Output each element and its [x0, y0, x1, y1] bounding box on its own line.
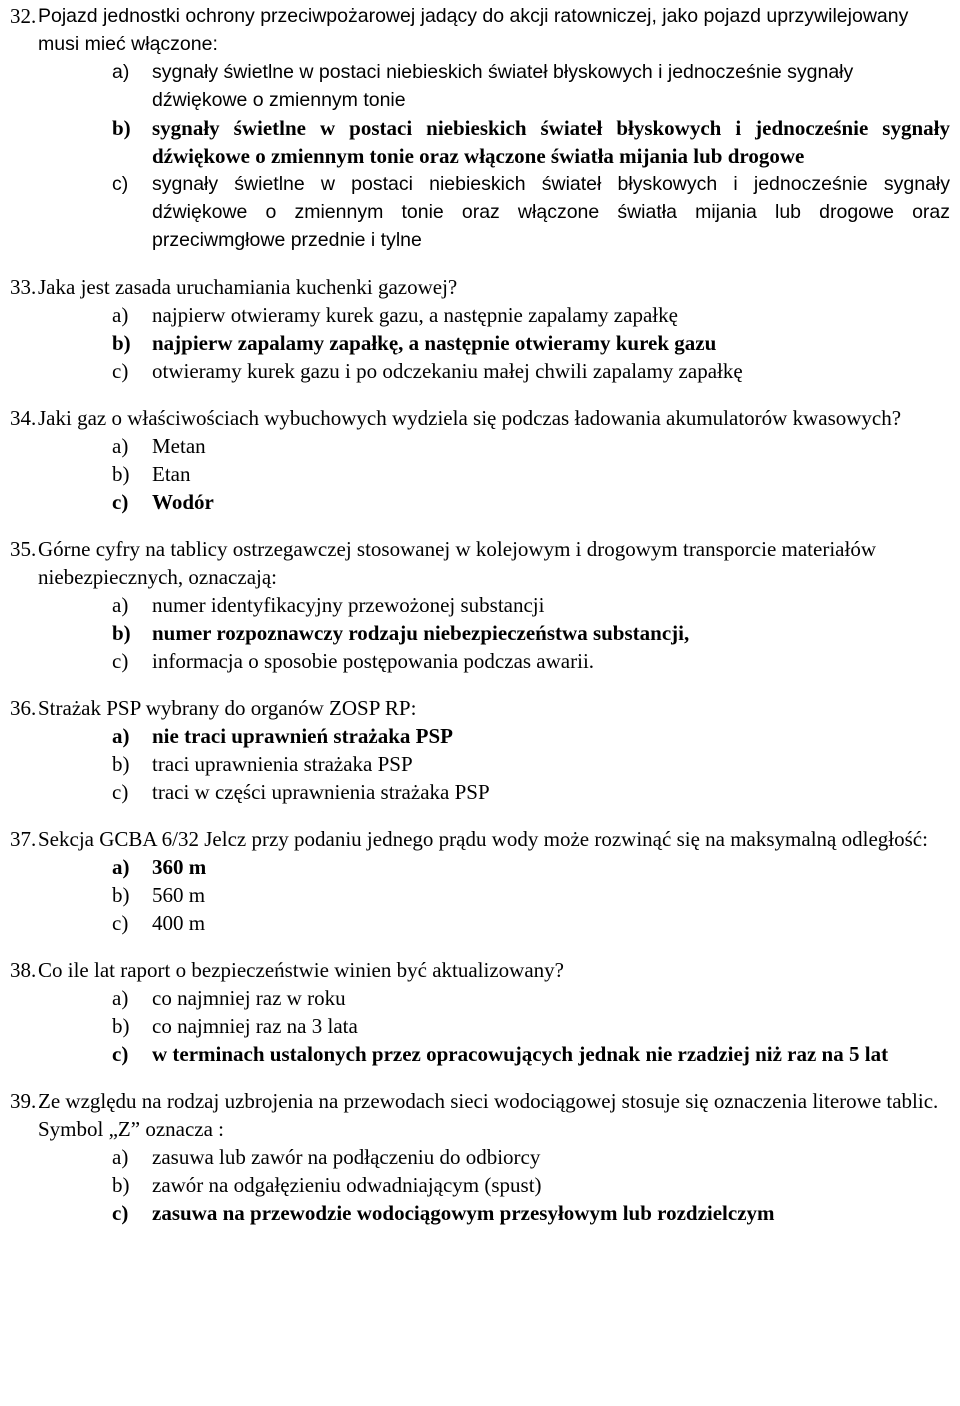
question-header: [10, 694, 954, 722]
answer-letter: a): [112, 593, 129, 617]
answer-c: [112, 909, 954, 937]
answer-a: [112, 1143, 954, 1171]
question-header: [10, 535, 954, 591]
question-39: [10, 1087, 954, 1227]
answer-a: [112, 301, 954, 329]
answer-a-correct: [112, 722, 954, 750]
question-text: Co ile lat raport o bezpieczeństwie winien być aktualizowany?: [38, 958, 564, 982]
question-38: [10, 956, 954, 1068]
question-number: 37.: [10, 827, 37, 851]
answer-letter: c): [112, 1201, 129, 1225]
answer-b: [112, 881, 954, 909]
question-header: [10, 273, 954, 301]
answer-text: 400 m: [152, 911, 206, 935]
answer-letter: b): [112, 621, 131, 645]
question-number: 33.: [10, 275, 37, 299]
question-number: 34.: [10, 406, 37, 430]
answer-list: [10, 301, 954, 385]
question-number: 36.: [10, 696, 37, 720]
answer-a: [112, 432, 954, 460]
answer-list: [10, 722, 954, 806]
question-33: [10, 273, 954, 385]
answer-a: [112, 58, 954, 114]
question-header: [10, 1087, 954, 1143]
answer-text: Wodór: [152, 490, 214, 514]
answer-text: najpierw otwieramy kurek gazu, a następnie zapalamy zapałkę: [152, 303, 678, 327]
answer-text: informacja o sposobie postępowania podczas awarii.: [152, 649, 595, 673]
answer-letter: a): [112, 61, 130, 83]
answer-text: zawór na odgałęzieniu odwadniającym (spust): [152, 1173, 542, 1197]
question-header: [10, 2, 954, 58]
answer-letter: c): [112, 1042, 129, 1066]
question-number: 39.: [10, 1089, 37, 1113]
answer-text: traci uprawnienia strażaka PSP: [152, 752, 413, 776]
answer-c-correct: [112, 1199, 954, 1227]
question-37: [10, 825, 954, 937]
answer-list: [10, 58, 954, 254]
question-text: Górne cyfry na tablicy ostrzegawczej stosowanej w kolejowym i drogowym transporcie materiałów niebezpiecznych, oznaczają:: [38, 537, 876, 589]
answer-b: [112, 460, 954, 488]
question-header: [10, 956, 954, 984]
answer-b: [112, 1171, 954, 1199]
answer-text: sygnały świetlne w postaci niebieskich świateł błyskowych i jednocześnie sygnały dźwiękowe o zmiennym tonie oraz włączone światła mijania lub drogowe oraz przeciwmgłowe przednie i tylne: [152, 173, 950, 251]
answer-text: sygnały świetlne w postaci niebieskich świateł błyskowych i jednocześnie sygnały dźwiękowe o zmiennym tonie: [152, 61, 854, 111]
answer-b-correct: [112, 114, 954, 170]
answer-c: [112, 357, 954, 385]
answer-list: [10, 853, 954, 937]
answer-text: zasuwa lub zawór na podłączeniu do odbiorcy: [152, 1145, 541, 1169]
answer-text: nie traci uprawnień strażaka PSP: [152, 724, 453, 748]
answer-letter: b): [112, 116, 131, 140]
answer-a: [112, 984, 954, 1012]
answer-text: Etan: [152, 462, 191, 486]
question-number: 38.: [10, 958, 37, 982]
answer-letter: c): [112, 911, 129, 935]
question-text: Ze względu na rodzaj uzbrojenia na przewodach sieci wodociągowej stosuje się oznaczenia literowe tablic. Symbol „Z” oznacza :: [38, 1089, 939, 1141]
question-text: Pojazd jednostki ochrony przeciwpożarowej jadący do akcji ratowniczej, jako pojazd uprzywilejowany musi mieć włączone:: [38, 5, 909, 55]
answer-c: [112, 778, 954, 806]
answer-letter: c): [112, 780, 129, 804]
answer-text: najpierw zapalamy zapałkę, a następnie otwieramy kurek gazu: [152, 331, 717, 355]
answer-letter: a): [112, 1145, 129, 1169]
answer-letter: b): [112, 1014, 130, 1038]
answer-text: otwieramy kurek gazu i po odczekaniu małej chwili zapalamy zapałkę: [152, 359, 743, 383]
answer-list: [10, 591, 954, 675]
answer-letter: b): [112, 462, 130, 486]
answer-text: sygnały świetlne w postaci niebieskich świateł błyskowych i jednocześnie sygnały dźwiękowe o zmiennym tonie oraz włączone światła mijania lub drogowe: [152, 116, 950, 168]
answer-c-correct: [112, 488, 954, 516]
question-32: [10, 2, 954, 254]
answer-letter: a): [112, 434, 129, 458]
question-header: [10, 404, 954, 432]
answer-letter: c): [112, 359, 129, 383]
answer-b: [112, 750, 954, 778]
answer-letter: a): [112, 303, 129, 327]
answer-text: 360 m: [152, 855, 207, 879]
answer-list: [10, 432, 954, 516]
question-text: Sekcja GCBA 6/32 Jelcz przy podaniu jednego prądu wody może rozwinąć się na maksymalną odległość:: [38, 827, 928, 851]
question-35: [10, 535, 954, 675]
question-text: Jaka jest zasada uruchamiania kuchenki gazowej?: [38, 275, 458, 299]
answer-letter: a): [112, 724, 130, 748]
answer-text: 560 m: [152, 883, 206, 907]
answer-letter: c): [112, 649, 129, 673]
answer-c-correct: [112, 1040, 954, 1068]
answer-text: co najmniej raz na 3 lata: [152, 1014, 358, 1038]
answer-letter: b): [112, 752, 130, 776]
answer-letter: b): [112, 1173, 130, 1197]
answer-c: [112, 170, 954, 254]
answer-text: numer identyfikacyjny przewożonej substancji: [152, 593, 545, 617]
question-number: 32.: [10, 4, 37, 28]
answer-letter: c): [112, 173, 129, 195]
answer-letter: b): [112, 331, 131, 355]
answer-text: co najmniej raz w roku: [152, 986, 346, 1010]
question-text: Jaki gaz o właściwościach wybuchowych wydziela się podczas ładowania akumulatorów kwasowych?: [38, 406, 902, 430]
answer-letter: a): [112, 855, 130, 879]
answer-c: [112, 647, 954, 675]
question-header: [10, 825, 954, 853]
question-number: 35.: [10, 537, 37, 561]
answer-text: traci w części uprawnienia strażaka PSP: [152, 780, 490, 804]
answer-letter: c): [112, 490, 129, 514]
answer-text: Metan: [152, 434, 206, 458]
answer-a-correct: [112, 853, 954, 881]
answer-a: [112, 591, 954, 619]
answer-list: [10, 1143, 954, 1227]
answer-text: w terminach ustalonych przez opracowujących jednak nie rzadziej niż raz na 5 lat: [152, 1042, 889, 1066]
question-34: [10, 404, 954, 516]
answer-b: [112, 1012, 954, 1040]
answer-list: [10, 984, 954, 1068]
answer-b-correct: [112, 619, 954, 647]
answer-letter: a): [112, 986, 129, 1010]
answer-text: zasuwa na przewodzie wodociągowym przesyłowym lub rozdzielczym: [152, 1201, 775, 1225]
answer-letter: b): [112, 883, 130, 907]
answer-b-correct: [112, 329, 954, 357]
question-text: Strażak PSP wybrany do organów ZOSP RP:: [38, 696, 417, 720]
answer-text: numer rozpoznawczy rodzaju niebezpieczeństwa substancji,: [152, 621, 690, 645]
question-36: [10, 694, 954, 806]
